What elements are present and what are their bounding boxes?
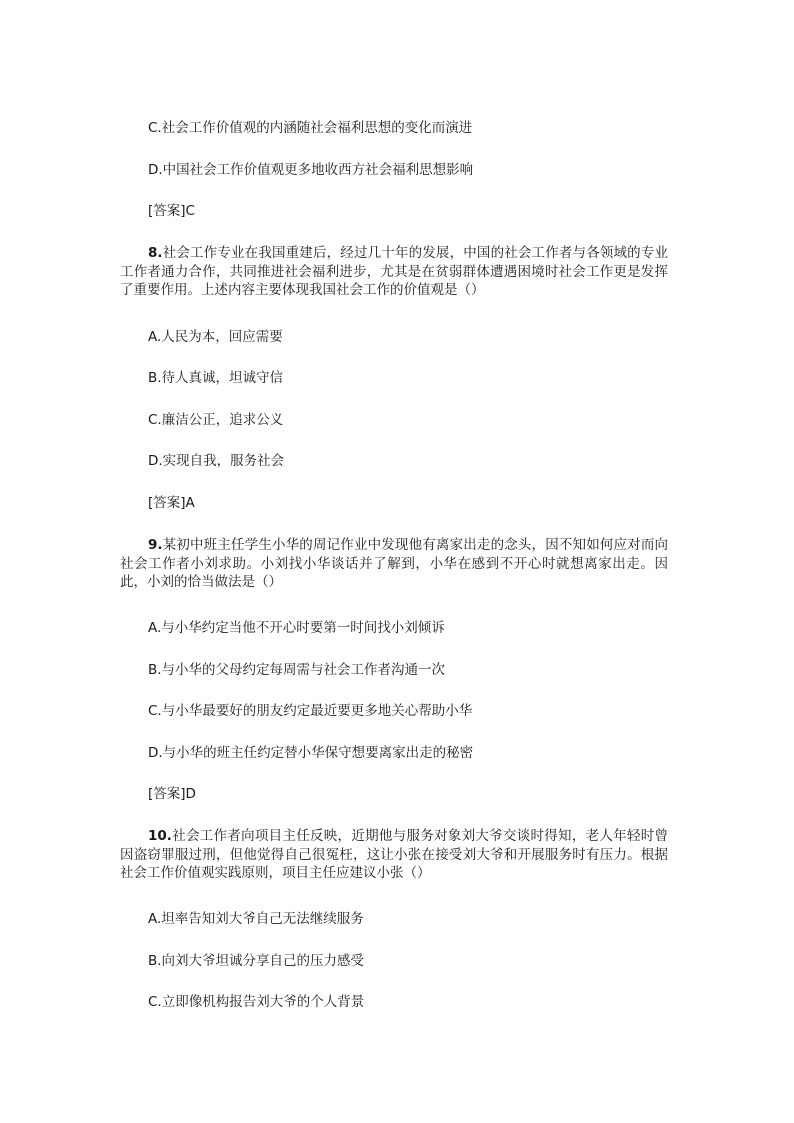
option-a-q9: A.与小华约定当他不开心时要第一时间找小刘倾诉: [148, 620, 445, 636]
answer-q8: [答案]A: [148, 495, 195, 511]
option-c-q9: C.与小华最要好的朋友约定最近要更多地关心帮助小华: [148, 703, 473, 719]
question-text: 社会工作专业在我国重建后，经过几十年的发展，中国的社会工作者与各领域的专业工作者通力合作，共同推进社会福利进步，尤其是在贫弱群体遭遇困境时社会工作更是发挥了重要作用。上述内容主要体现我国社会工作的价值观是（）: [120, 245, 668, 298]
option-a-q8: A.人民为本，回应需要: [148, 329, 283, 345]
option-a-q10: A.坦率告知刘大爷自己无法继续服务: [148, 911, 364, 927]
option-c-q7: C.社会工作价值观的内涵随社会福利思想的变化而演进: [148, 120, 473, 136]
option-c-q8: C.廉洁公正，追求公义: [148, 412, 284, 428]
option-d-q9: D.与小华的班主任约定替小华保守想要离家出走的秘密: [148, 745, 474, 761]
question-number: 10.: [148, 828, 172, 844]
option-b-q8: B.待人真诚，坦诚守信: [148, 370, 284, 386]
option-d-q8: D.实现自我，服务社会: [148, 453, 285, 469]
option-b-q9: B.与小华的父母约定每周需与社会工作者沟通一次: [148, 662, 446, 678]
question-number: 8.: [148, 245, 163, 261]
answer-q9: [答案]D: [148, 786, 196, 802]
question-text: 某初中班主任学生小华的周记作业中发现他有离家出走的念头，因不知如何应对而向社会工作者小刘求助。小刘找小华谈话并了解到，小华在感到不开心时就想离家出走。因此，小刘的恰当做法是（）: [120, 537, 668, 590]
answer-q7: [答案]C: [148, 203, 195, 219]
question-text: 社会工作者向项目主任反映，近期他与服务对象刘大爷交谈时得知，老人年轻时曾因盗窃罪服过刑，但他觉得自己很冤枉，这让小张在接受刘大爷和开展服务时有压力。根据社会工作价值观实践原则，项目主任应建议小张（）: [120, 828, 668, 881]
question-9: [120, 536, 668, 592]
question-number: 9.: [148, 537, 163, 553]
question-8: [120, 244, 668, 300]
option-d-q7: D.中国社会工作价值观更多地收西方社会福利思想影响: [148, 162, 474, 178]
option-c-q10: C.立即像机构报告刘大爷的个人背景: [148, 994, 365, 1010]
option-b-q10: B.向刘大爷坦诚分享自己的压力感受: [148, 953, 365, 969]
question-10: [120, 827, 668, 883]
